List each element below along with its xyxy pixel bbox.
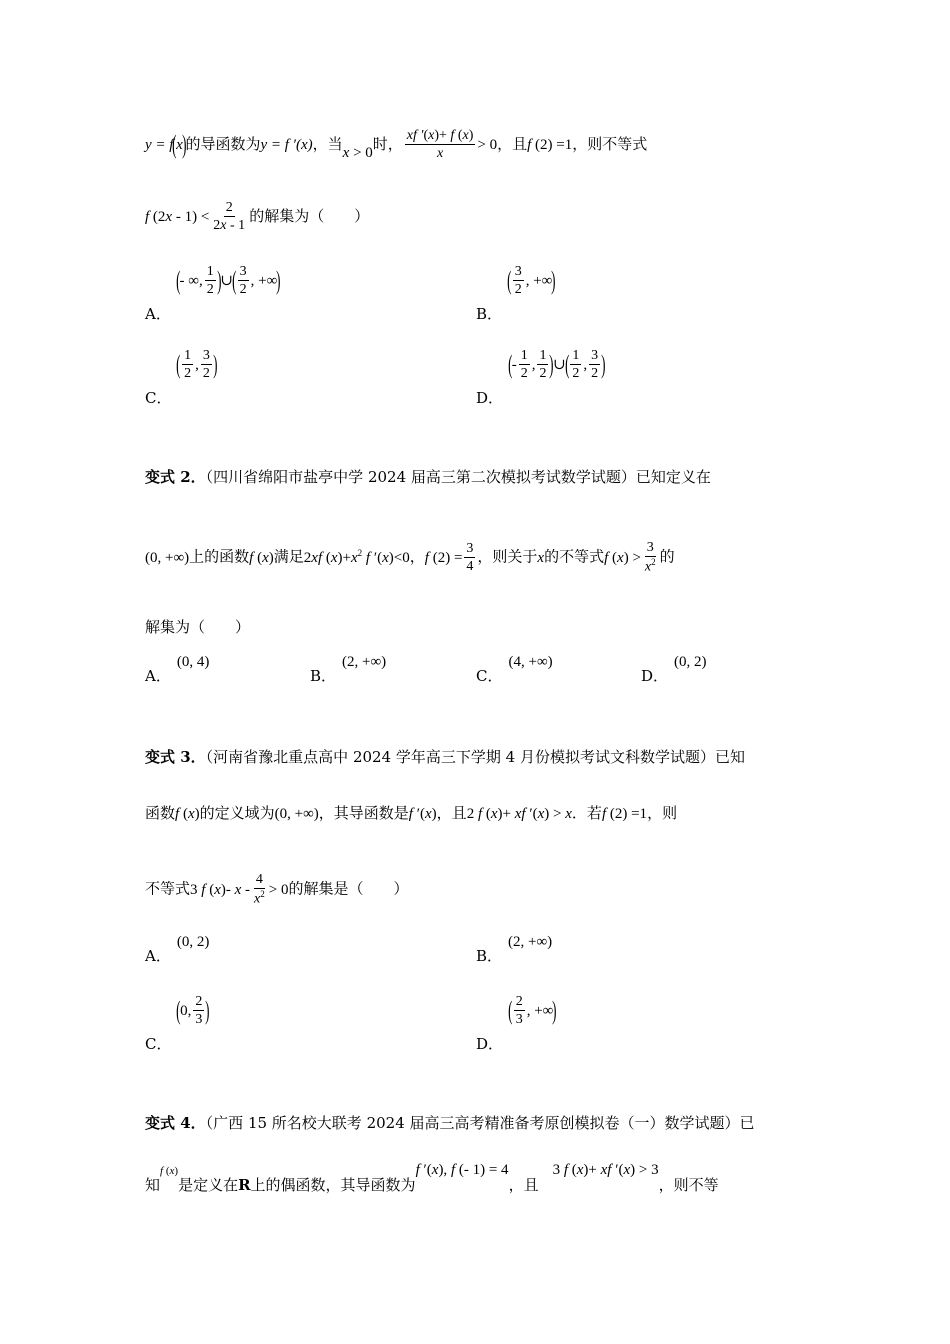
q3-option-c[interactable]: C．(0, $\frac{2}{3}$ )	[145, 994, 210, 1053]
q4-title: 变式 4．	[145, 1114, 206, 1132]
q3-header	[145, 750, 745, 765]
q2-option-b[interactable]: B．(2, +∞)	[310, 654, 387, 685]
q2-source: （四川省绵阳市盐亭中学 2024 届高三第二次模拟考试数学试题）已知定义在	[205, 468, 711, 486]
q2-title: 变式 2．	[145, 468, 206, 486]
q1-line2: f (2x - 1) < $\frac{2}{2x - 1}$ 的解集为（ ）	[145, 200, 370, 234]
q1-option-a[interactable]: A．(- ∞, $\frac{1}{2}$ )∪( $\frac{3}{2}$ , +∞)	[145, 264, 281, 323]
q4-source: （广西 15 所名校大联考 2024 届高三高考精准备考原创模拟卷（一）数学试题）已	[205, 1114, 755, 1132]
q2-line3: 解集为（ ）	[145, 618, 251, 636]
q3-title: 变式 3．	[145, 748, 206, 766]
q1-option-c[interactable]: C．( $\frac{1}{2}$ , $\frac{3}{2}$ )	[145, 348, 218, 407]
q3-line3: 不等式3 f (x)- x - $\frac{4}{x^2}$ > 0的解集是（ ）	[145, 872, 409, 908]
q2-option-a[interactable]: A．(0, 4)	[145, 654, 210, 685]
q1-line1: y = f(x)的导函数为y = f ′(x)，当x > 0时， $\frac{xf '(x)+ f (x)}{x}$ > 0，且f (2) =1，则不等式	[145, 128, 648, 162]
math-f2-eq-1: f (2) =1	[527, 136, 573, 153]
q4-line2: 知f (x)是定义在R上的偶函数，其导函数为f ′(x), f (- 1) = 4，且3 f (x)+ xf ′(x) > 3，则不等	[145, 1162, 719, 1194]
q4-header	[145, 1116, 755, 1131]
q3-source: （河南省豫北重点高中 2024 学年高三下学期 4 月份模拟考试文科数学试题）已知	[205, 748, 745, 766]
math-y-eq-fx: y = f	[145, 136, 174, 153]
math-condition: 2xf $(x)+x^2$ f ′(x)<0	[303, 547, 410, 566]
q1-option-d[interactable]: D．(- $\frac{1}{2}$ , $\frac{1}{2}$ )∪( $\frac{1}{2}$ , $\frac{3}{2}$ )	[476, 348, 606, 407]
math-x-gt-0: x > 0	[342, 144, 373, 161]
q2-line2: (0, +∞)上的函数f (x)满足2xf $(x)+x^2$ f ′(x)<0，f (2) = $\frac{3}{4}$ ，则关于x的不等式f (x) > $\frac{3}{x^2}$ 的	[145, 540, 675, 576]
q2-option-d[interactable]: D．(0, 2)	[641, 654, 707, 685]
math-y-eq-fprime: y = f ′(x)	[260, 136, 313, 153]
q1-text-a: 的导函数为	[185, 134, 261, 153]
q2-option-c[interactable]: C．(4, +∞)	[476, 654, 553, 685]
q2-header	[145, 470, 711, 485]
math-interval-0-inf: (0, +∞)	[145, 549, 190, 566]
math-condition-fraction: $\frac{xf '(x)+ f (x)}{x}$	[406, 128, 474, 162]
q1-option-b[interactable]: B．( $\frac{3}{2}$ , +∞)	[476, 264, 556, 323]
math-condition: 2 f (x)+ xf ′(x) > x	[466, 806, 572, 822]
q3-option-d[interactable]: D．( $\frac{2}{3}$ , +∞)	[476, 994, 557, 1053]
q3-option-b[interactable]: B．(2, +∞)	[476, 934, 553, 965]
q3-line2: 函数f (x)的定义域为(0, +∞)，其导函数是f ′(x)，且2 f (x)+ xf ′(x) > x．若f (2) =1，则	[145, 804, 678, 822]
q3-option-a[interactable]: A．(0, 2)	[145, 934, 210, 965]
math-inequality: f (2x - 1) <	[145, 208, 210, 225]
